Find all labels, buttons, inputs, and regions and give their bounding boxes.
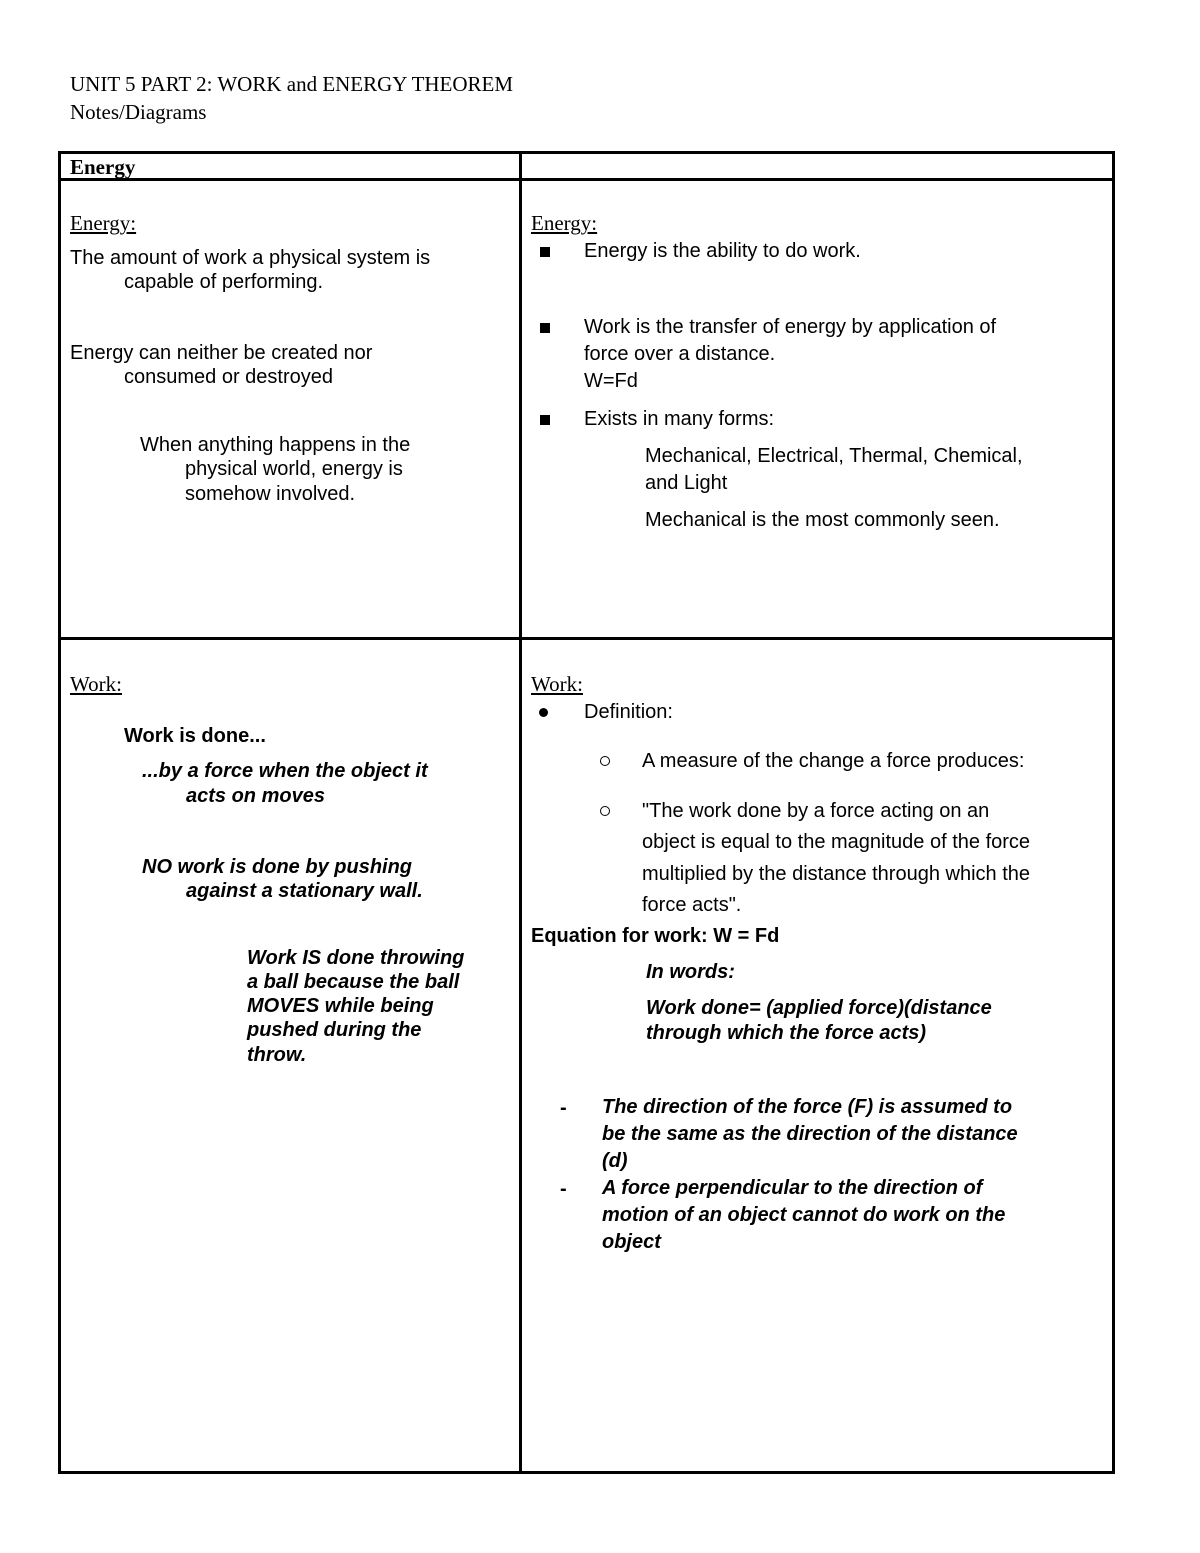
energy-involved-line1: When anything happens in the [140, 434, 411, 456]
work-equation: Equation for work: W = Fd [531, 925, 780, 947]
round-bullet-icon [539, 708, 548, 717]
work-in-words-label: In words: [646, 961, 735, 983]
square-bullet-icon [540, 247, 550, 257]
work-no-work-line1: NO work is done by pushing [142, 856, 413, 878]
energy-definition-line1: The amount of work a physical system is [70, 247, 431, 269]
table-header-divider [58, 178, 1115, 181]
energy-forms-line2: and Light [645, 472, 728, 494]
energy-bullet-ability: Energy is the ability to do work. [584, 240, 861, 262]
work-direction-line1: The direction of the force (F) is assumed to [602, 1096, 1013, 1118]
hollow-bullet-icon [600, 756, 610, 766]
page-title: UNIT 5 PART 2: WORK and ENERGY THEOREM [70, 72, 514, 96]
energy-forms-line1: Mechanical, Electrical, Thermal, Chemical, [645, 445, 1023, 467]
energy-involved-line3: somehow involved. [185, 483, 356, 505]
work-perpendicular-line1: A force perpendicular to the direction of [602, 1177, 983, 1199]
square-bullet-icon [540, 323, 550, 333]
work-definition-label: Definition: [584, 701, 673, 723]
table-border-left [58, 151, 61, 1474]
table-border-bottom [58, 1471, 1115, 1474]
work-heading-right: Work: [531, 672, 583, 696]
work-quote-line2: object is equal to the magnitude of the force [642, 831, 1031, 853]
work-throw-line3: MOVES while being [247, 995, 434, 1017]
square-bullet-icon [540, 415, 550, 425]
energy-conservation-line1: Energy can neither be created nor [70, 342, 373, 364]
page-subtitle: Notes/Diagrams [70, 100, 207, 124]
table-border-right [1112, 151, 1115, 1474]
work-by-force-line2: acts on moves [186, 785, 325, 807]
work-perpendicular-line3: object [602, 1231, 661, 1253]
table-column-divider [519, 151, 522, 1474]
energy-common-form: Mechanical is the most commonly seen. [645, 509, 1000, 531]
work-in-words-line2: through which the force acts) [646, 1022, 927, 1044]
energy-heading-left: Energy: [70, 211, 137, 235]
work-quote-line4: force acts". [642, 894, 742, 916]
work-throw-line1: Work IS done throwing [247, 947, 465, 969]
hollow-bullet-icon [600, 806, 610, 816]
work-direction-line2: be the same as the direction of the distance [602, 1123, 1018, 1145]
work-is-done: Work is done... [124, 725, 266, 747]
energy-bullet-transfer-line2: force over a distance. [584, 343, 776, 365]
work-throw-line4: pushed during the [247, 1019, 422, 1041]
work-in-words-line1: Work done= (applied force)(distance [646, 997, 992, 1019]
energy-heading-right: Energy: [531, 211, 598, 235]
work-throw-line5: throw. [247, 1044, 307, 1066]
work-heading-left: Work: [70, 672, 122, 696]
energy-bullet-transfer-line1: Work is the transfer of energy by application of [584, 316, 997, 338]
energy-formula: W=Fd [584, 370, 638, 392]
energy-conservation-line2: consumed or destroyed [124, 366, 334, 388]
table-row-divider [58, 637, 1115, 640]
table-border-top [58, 151, 1115, 154]
table-header-energy: Energy [70, 155, 136, 179]
energy-involved-line2: physical world, energy is [185, 458, 403, 480]
work-quote-line3: multiplied by the distance through which the [642, 863, 1031, 885]
work-measure-of-change: A measure of the change a force produces: [642, 750, 1025, 772]
energy-definition-line2: capable of performing. [124, 271, 324, 293]
dash-bullet: - [560, 1178, 567, 1200]
work-direction-line3: (d) [602, 1150, 628, 1172]
work-perpendicular-line2: motion of an object cannot do work on the [602, 1204, 1006, 1226]
work-throw-line2: a ball because the ball [247, 971, 460, 993]
work-by-force-line1: ...by a force when the object it [142, 760, 428, 782]
work-no-work-line2: against a stationary wall. [186, 880, 423, 902]
energy-bullet-forms: Exists in many forms: [584, 408, 775, 430]
dash-bullet: - [560, 1097, 567, 1119]
work-quote-line1: "The work done by a force acting on an [642, 800, 990, 822]
